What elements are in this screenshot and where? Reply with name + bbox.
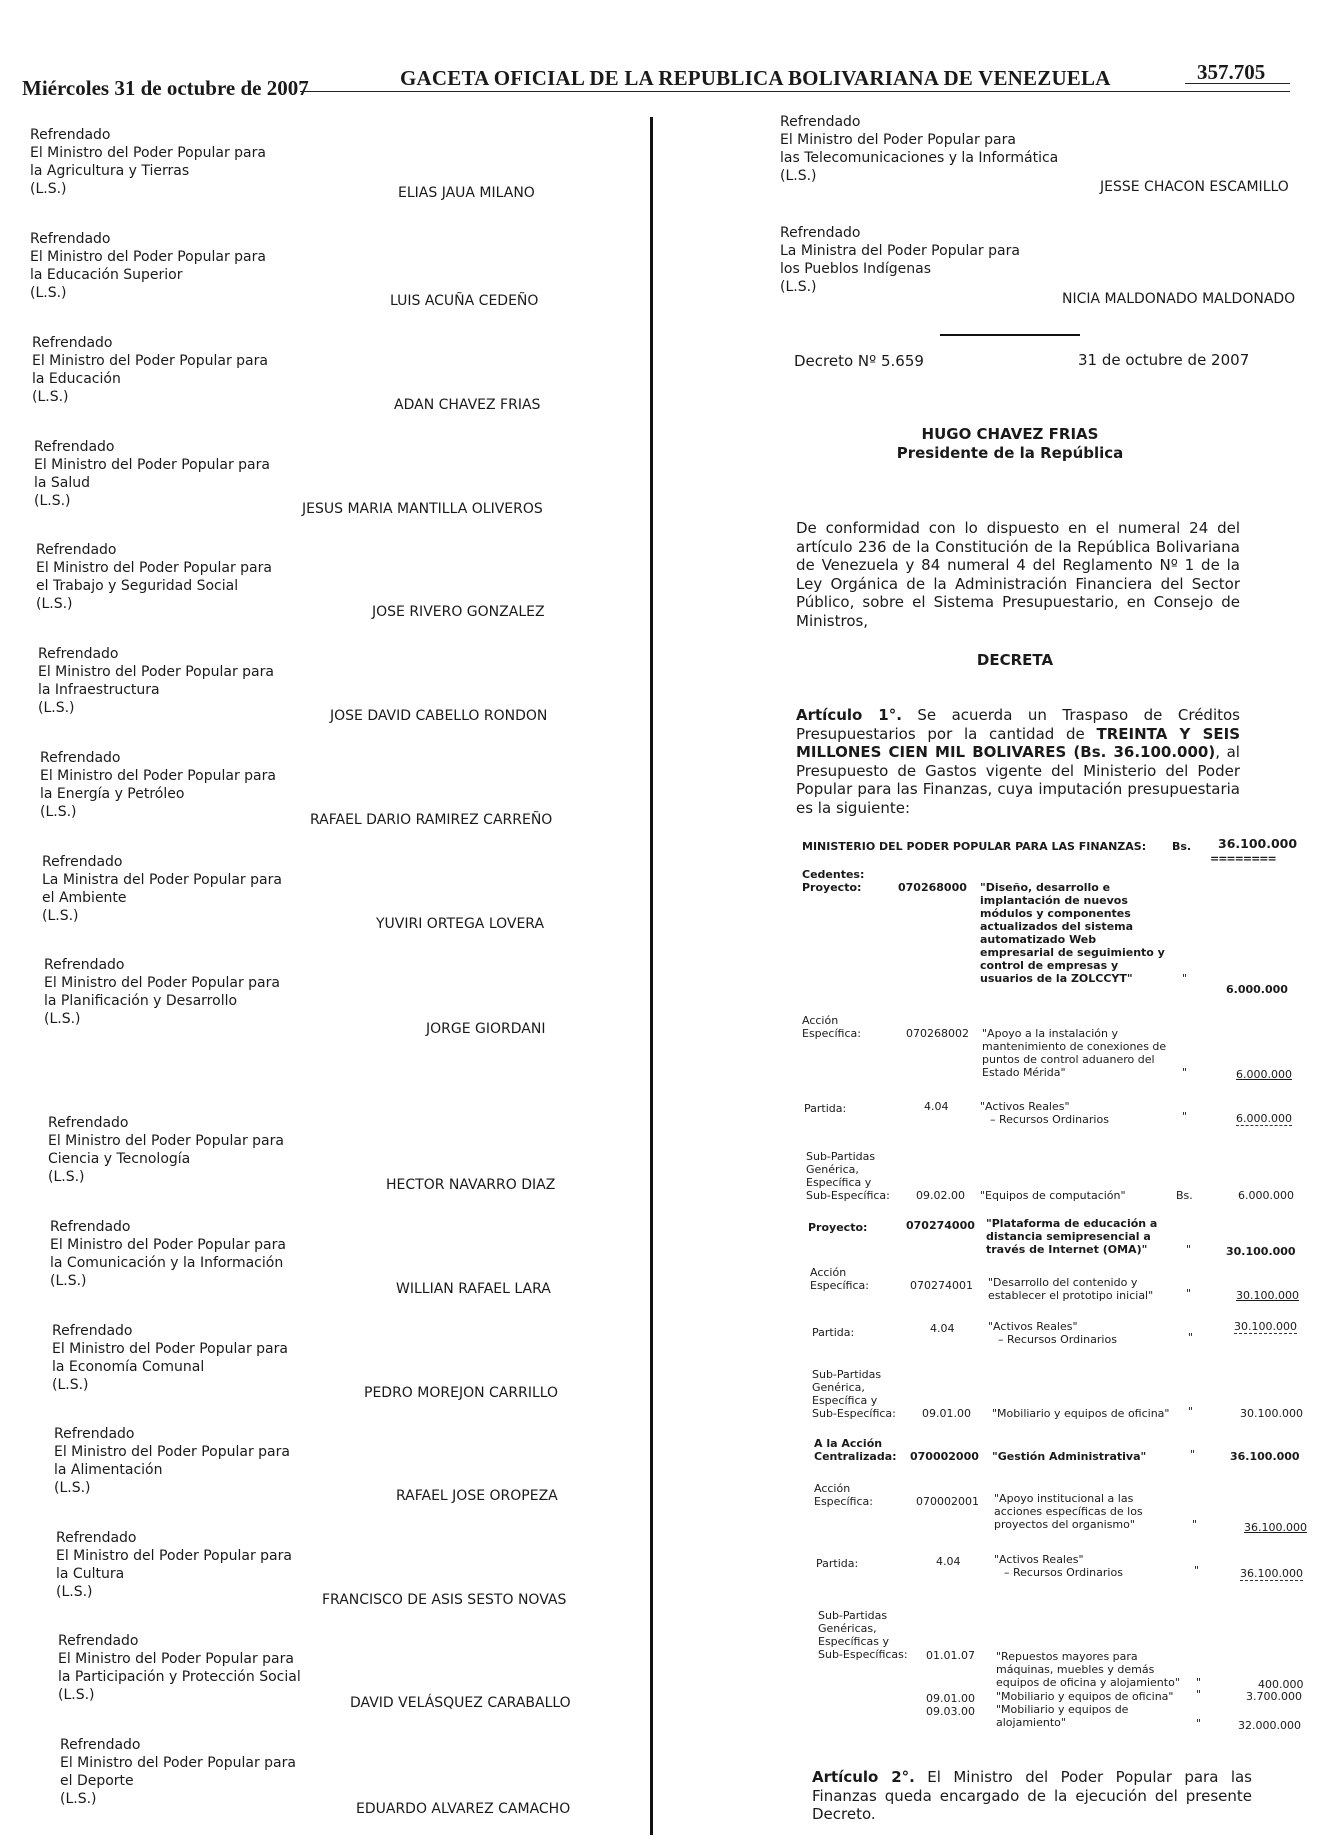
ditto-mark: ": [1190, 1448, 1196, 1461]
label-line: Específica:: [810, 1279, 869, 1292]
sig-line: la Energía y Petróleo: [40, 786, 185, 802]
accion-label: [814, 1482, 873, 1508]
sig-line: (L.S.): [44, 1011, 81, 1027]
sig-line: (L.S.): [42, 908, 79, 924]
desc-line: mantenimiento de conexiones de: [982, 1040, 1167, 1053]
desc-line: control de empresas y: [980, 959, 1119, 972]
label-line: Sub-Específica:: [806, 1189, 890, 1202]
desc-line: distancia semipresencial a: [986, 1230, 1151, 1243]
ditto-mark: ": [1186, 1243, 1192, 1256]
sig-line: El Ministro del Poder Popular para: [48, 1133, 284, 1149]
desc-line: "Repuestos mayores para: [996, 1650, 1138, 1663]
label-line: Genérica,: [812, 1381, 865, 1394]
desc-line: "Apoyo a la instalación y: [982, 1027, 1118, 1040]
sig-line: la Educación Superior: [30, 267, 183, 283]
sig-line: Refrendado: [42, 854, 123, 870]
sub-1-amount: 6.000.000: [1238, 1189, 1294, 1202]
subpartidas-label: [812, 1368, 896, 1420]
sig-line: (L.S.): [48, 1169, 85, 1185]
sig-line: Ciencia y Tecnología: [48, 1151, 191, 1167]
sig-line: El Ministro del Poder Popular para: [60, 1755, 296, 1771]
sig-line: (L.S.): [52, 1377, 89, 1393]
sig-line: El Ministro del Poder Popular para: [780, 132, 1016, 148]
central-amount: 36.100.000: [1230, 1450, 1300, 1463]
sig-line: Refrendado: [52, 1323, 133, 1339]
article-2-label: Artículo 2°.: [812, 1768, 915, 1786]
partida-label: Partida:: [804, 1102, 847, 1115]
desc-line: través de Internet (OMA)": [986, 1243, 1148, 1256]
subpartidas-label: [806, 1150, 890, 1202]
desc-line: "Diseño, desarrollo e: [980, 881, 1111, 894]
action-2-code: 070274001: [910, 1279, 973, 1292]
sig-line: la Comunicación y la Información: [50, 1255, 284, 1271]
proyecto-label: Proyecto:: [802, 881, 862, 894]
sig-line: Refrendado: [32, 335, 113, 351]
header-page-number: 357.705: [1197, 60, 1266, 84]
sig-line: la Educación: [32, 371, 121, 387]
action-3-amount: 36.100.000: [1244, 1521, 1307, 1534]
sub-3a-desc: [996, 1650, 1180, 1689]
article-1-text-a: Se acuerda un Traspaso de Créditos Presupuestarios por la cantidad de: [796, 706, 1240, 743]
sig-line: (L.S.): [30, 181, 67, 197]
sig-line: la Cultura: [56, 1566, 125, 1582]
sig-line: (L.S.): [30, 285, 67, 301]
desc-line: automatizado Web: [980, 933, 1097, 946]
ditto-mark: ": [1188, 1405, 1194, 1418]
project-1-code: 070268000: [898, 881, 967, 894]
header-date: Miércoles 31 de octubre de 2007: [22, 76, 309, 100]
sig-line: La Ministra del Poder Popular para: [780, 243, 1020, 259]
label-line: Específica:: [814, 1495, 873, 1508]
sig-line: El Ministro del Poder Popular para: [40, 768, 276, 784]
accion-label: [802, 1014, 861, 1040]
sig-line: El Ministro del Poder Popular para: [32, 353, 268, 369]
sig-line: la Economía Comunal: [52, 1359, 205, 1375]
president-title: Presidente de la República: [896, 444, 1124, 462]
sig-line: El Ministro del Poder Popular para: [54, 1444, 290, 1460]
label-line: Sub-Partidas: [806, 1150, 876, 1163]
sub-3c-code: 09.03.00: [926, 1705, 975, 1718]
sub-1-code: 09.02.00: [916, 1189, 965, 1202]
sig-line: Refrendado: [30, 127, 111, 143]
desc-line: "Desarrollo del contenido y: [988, 1276, 1138, 1289]
desc-line: "Activos Reales": [980, 1100, 1070, 1113]
sig-line: la Participación y Protección Social: [58, 1669, 301, 1685]
sub-3b-code: 09.01.00: [926, 1692, 975, 1705]
sig-line: El Ministro del Poder Popular para: [44, 975, 280, 991]
desc-line: puntos de control aduanero del: [982, 1053, 1155, 1066]
sub-3c-amount: 32.000.000: [1238, 1719, 1301, 1732]
sig-line: Refrendado: [36, 542, 117, 558]
partida-code: 4.04: [936, 1555, 961, 1568]
ditto-mark: ": [1182, 1066, 1188, 1079]
sig-line: El Ministro del Poder Popular para: [34, 457, 270, 473]
decree-preamble: De conformidad con lo dispuesto en el numeral 24 del artículo 236 de la Constitución de la República Bolivariana de Venezuela y 84 numeral 4 del Reglamento Nº 1 de la Ley Orgánica de la Administración Financiera del Sector Público, sobre el Sistema Presupuestario, en Consejo de Ministros,: [796, 519, 1240, 630]
sig-line: (L.S.): [60, 1791, 97, 1807]
partida-label: Partida:: [812, 1326, 855, 1339]
article-2: [812, 1768, 1252, 1824]
cedentes-label: Cedentes:: [802, 868, 865, 881]
sig-line: El Ministro del Poder Popular para: [30, 145, 266, 161]
ministry-label: MINISTERIO DEL PODER POPULAR PARA LAS FINANZAS:: [802, 840, 1147, 853]
desc-line: empresarial de seguimiento y: [980, 946, 1165, 959]
sig-line: (L.S.): [56, 1584, 93, 1600]
signatory-name: YUVIRI ORTEGA LOVERA: [376, 916, 545, 932]
sig-line: El Ministro del Poder Popular para: [36, 560, 272, 576]
sig-line: El Ministro del Poder Popular para: [56, 1548, 292, 1564]
desc-line: – Recursos Ordinarios: [990, 1113, 1109, 1126]
sig-line: El Ministro del Poder Popular para: [50, 1237, 286, 1253]
sig-line: (L.S.): [54, 1480, 91, 1496]
sig-line: Refrendado: [48, 1115, 129, 1131]
proyecto-label: Proyecto:: [808, 1221, 868, 1234]
signatory-name: RAFAEL DARIO RAMIREZ CARREÑO: [310, 812, 553, 828]
header-title: GACETA OFICIAL DE LA REPUBLICA BOLIVARIANA DE VENEZUELA: [400, 66, 1111, 90]
article-2-text: El Ministro del Poder Popular para las Finanzas queda encargado de la ejecución del presente Decreto.: [812, 1768, 1252, 1823]
desc-line: equipos de oficina y alojamiento": [996, 1676, 1180, 1689]
ditto-mark: ": [1194, 1564, 1200, 1577]
sig-line: el Deporte: [60, 1773, 134, 1789]
signatory-name: JOSE DAVID CABELLO RONDON: [330, 708, 548, 724]
sig-line: las Telecomunicaciones y la Informática: [780, 150, 1059, 166]
subpartidas-label: [818, 1609, 908, 1661]
sig-line: (L.S.): [50, 1273, 87, 1289]
label-line: Acción: [814, 1482, 851, 1495]
desc-line: – Recursos Ordinarios: [1004, 1566, 1123, 1579]
signatory-name: ELIAS JAUA MILANO: [398, 185, 535, 201]
label-line: Específica:: [802, 1027, 861, 1040]
label-line: Acción: [802, 1014, 839, 1027]
decreta-heading: DECRETA: [976, 651, 1054, 669]
accion-label: [810, 1266, 869, 1292]
sig-line: Refrendado: [30, 231, 111, 247]
action-1-code: 070268002: [906, 1027, 969, 1040]
sig-line: El Ministro del Poder Popular para: [38, 664, 274, 680]
sig-line: (L.S.): [780, 168, 817, 184]
decree-date: 31 de octubre de 2007: [1078, 351, 1250, 369]
label-line: Específica y: [806, 1176, 872, 1189]
action-1-desc: [982, 1027, 1166, 1079]
sig-line: Refrendado: [780, 225, 861, 241]
ditto-mark: ": [1196, 1676, 1202, 1689]
ditto-mark: ": [1188, 1331, 1194, 1344]
label-line: A la Acción: [814, 1437, 883, 1450]
desc-line: "Plataforma de educación a: [986, 1217, 1158, 1230]
currency-label: Bs.: [1176, 1189, 1193, 1202]
label-line: Sub-Específicas:: [818, 1648, 908, 1661]
sub-3b-amount: 3.700.000: [1246, 1690, 1302, 1703]
sig-line: Refrendado: [58, 1633, 139, 1649]
signatory-name: NICIA MALDONADO MALDONADO: [1062, 291, 1296, 307]
sub-2-amount: 30.100.000: [1240, 1407, 1303, 1420]
partida-code: 4.04: [930, 1322, 955, 1335]
sig-line: los Pueblos Indígenas: [780, 261, 931, 277]
desc-line: – Recursos Ordinarios: [998, 1333, 1117, 1346]
label-line: Genéricas,: [818, 1622, 877, 1635]
action-2-desc: [988, 1276, 1153, 1302]
ditto-mark: ": [1196, 1717, 1202, 1730]
action-1-amount: 6.000.000: [1236, 1068, 1292, 1081]
project-2-code: 070274000: [906, 1219, 975, 1232]
action-3-desc: [994, 1492, 1143, 1531]
action-2-amount: 30.100.000: [1236, 1289, 1299, 1302]
sig-line: El Ministro del Poder Popular para: [58, 1651, 294, 1667]
desc-line: alojamiento": [996, 1716, 1066, 1729]
sig-line: (L.S.): [36, 596, 73, 612]
label-line: Específicas y: [818, 1635, 889, 1648]
sig-line: Refrendado: [40, 750, 121, 766]
action-3-code: 070002001: [916, 1495, 979, 1508]
desc-line: usuarios de la ZOLCCYT": [980, 972, 1133, 985]
sub-3a-code: 01.01.07: [926, 1649, 975, 1662]
label-line: Genérica,: [806, 1163, 859, 1176]
total-amount: 36.100.000: [1218, 836, 1298, 851]
ditto-mark: ": [1192, 1518, 1198, 1531]
label-line: Sub-Específica:: [812, 1407, 896, 1420]
sig-line: la Salud: [34, 475, 91, 491]
project-1-desc: [980, 881, 1165, 985]
president-name: HUGO CHAVEZ FRIAS: [921, 425, 1099, 443]
sig-line: (L.S.): [40, 804, 77, 820]
signatory-name: ADAN CHAVEZ FRIAS: [394, 397, 541, 413]
signatory-name: WILLIAN RAFAEL LARA: [396, 1281, 551, 1297]
project-2-amount: 30.100.000: [1226, 1245, 1296, 1258]
sig-line: (L.S.): [32, 389, 69, 405]
partida-desc: [980, 1100, 1109, 1126]
label-line: Acción: [810, 1266, 847, 1279]
sub-2-code: 09.01.00: [922, 1407, 971, 1420]
sig-line: El Ministro del Poder Popular para: [52, 1341, 288, 1357]
sig-line: Refrendado: [54, 1426, 135, 1442]
signatory-name: LUIS ACUÑA CEDEÑO: [390, 293, 539, 309]
decree-number: Decreto Nº 5.659: [794, 352, 924, 370]
project-1-amount: 6.000.000: [1226, 983, 1288, 996]
signatory-name: RAFAEL JOSE OROPEZA: [396, 1488, 558, 1504]
desc-line: implantación de nuevos: [980, 894, 1128, 907]
central-label: [814, 1437, 897, 1463]
desc-line: "Activos Reales": [994, 1553, 1084, 1566]
ditto-mark: ": [1196, 1688, 1202, 1701]
partida-label: Partida:: [816, 1557, 859, 1570]
label-line: Específica y: [812, 1394, 878, 1407]
sig-line: Refrendado: [38, 646, 119, 662]
desc-line: "Apoyo institucional a las: [994, 1492, 1134, 1505]
signatory-name: HECTOR NAVARRO DIAZ: [386, 1177, 556, 1193]
sig-line: Refrendado: [34, 439, 115, 455]
desc-line: Estado Mérida": [982, 1066, 1066, 1079]
ditto-mark: ": [1182, 972, 1188, 985]
signatory-name: JESSE CHACON ESCAMILLO: [1100, 179, 1289, 195]
sig-line: El Ministro del Poder Popular para: [30, 249, 266, 265]
sub-3a-amount: 400.000: [1258, 1678, 1304, 1691]
sig-line: (L.S.): [58, 1687, 95, 1703]
article-1-text-b: , al Presupuesto de Gastos vigente del Ministerio del Poder Popular para las Finanzas, cuya imputación presupuestaria es la siguiente:: [796, 743, 1240, 817]
desc-line: "Mobiliario y equipos de: [996, 1703, 1129, 1716]
sig-line: (L.S.): [34, 493, 71, 509]
sig-line: Refrendado: [60, 1737, 141, 1753]
signatory-name: DAVID VELÁSQUEZ CARABALLO: [350, 1695, 571, 1711]
total-double-underline: ========: [1210, 852, 1276, 865]
sig-line: Refrendado: [780, 114, 861, 130]
desc-line: "Activos Reales": [988, 1320, 1078, 1333]
signatory-name: JESUS MARIA MANTILLA OLIVEROS: [302, 501, 543, 517]
sig-line: el Ambiente: [42, 890, 127, 906]
signatory-name: FRANCISCO DE ASIS SESTO NOVAS: [322, 1592, 567, 1608]
article-1-amount: TREINTA Y SEIS MILLONES CIEN MIL BOLIVARES (Bs. 36.100.000): [796, 724, 1240, 761]
sig-line: la Alimentación: [54, 1462, 163, 1478]
sub-1-desc: "Equipos de computación": [980, 1189, 1126, 1202]
desc-line: módulos y componentes: [980, 907, 1131, 920]
signatory-name: EDUARDO ALVAREZ CAMACHO: [356, 1801, 571, 1817]
label-line: Centralizada:: [814, 1450, 897, 1463]
sig-line: La Ministra del Poder Popular para: [42, 872, 282, 888]
project-2-desc: [986, 1217, 1157, 1256]
sub-3b-desc: "Mobiliario y equipos de oficina": [996, 1690, 1174, 1703]
ditto-mark: ": [1186, 1287, 1192, 1300]
signatory-name: JOSE RIVERO GONZALEZ: [372, 604, 545, 620]
label-line: Sub-Partidas: [818, 1609, 888, 1622]
partida-desc: [994, 1553, 1123, 1579]
desc-line: establecer el prototipo inicial": [988, 1289, 1154, 1302]
sub-2-desc: "Mobiliario y equipos de oficina": [992, 1407, 1170, 1420]
sig-line: Refrendado: [50, 1219, 131, 1235]
sub-3c-desc: [996, 1703, 1128, 1729]
central-code: 070002000: [910, 1450, 979, 1463]
signatory-name: JORGE GIORDANI: [426, 1021, 546, 1037]
partida-2-amount: 30.100.000: [1234, 1320, 1297, 1333]
signatory-name: PEDRO MOREJON CARRILLO: [364, 1385, 559, 1401]
ditto-mark: ": [1182, 1110, 1188, 1123]
desc-line: actualizados del sistema: [980, 920, 1134, 933]
currency-label: Bs.: [1172, 840, 1192, 853]
desc-line: proyectos del organismo": [994, 1518, 1135, 1531]
partida-code: 4.04: [924, 1100, 949, 1113]
sig-line: el Trabajo y Seguridad Social: [36, 578, 239, 594]
partida-3-amount: 36.100.000: [1240, 1567, 1303, 1580]
sig-line: la Infraestructura: [38, 682, 160, 698]
sig-line: la Agricultura y Tierras: [30, 163, 190, 179]
partida-desc: [988, 1320, 1117, 1346]
central-desc: "Gestión Administrativa": [992, 1450, 1147, 1463]
label-line: Sub-Partidas: [812, 1368, 882, 1381]
sig-line: la Planificación y Desarrollo: [44, 993, 238, 1009]
sig-line: (L.S.): [38, 700, 75, 716]
sig-line: Refrendado: [56, 1530, 137, 1546]
sig-line: Refrendado: [44, 957, 125, 973]
desc-line: máquinas, muebles y demás: [996, 1663, 1155, 1676]
article-1-label: Artículo 1°.: [796, 706, 902, 724]
desc-line: acciones específicas de los: [994, 1505, 1143, 1518]
sig-line: (L.S.): [780, 279, 817, 295]
partida-1-amount: 6.000.000: [1236, 1112, 1292, 1125]
